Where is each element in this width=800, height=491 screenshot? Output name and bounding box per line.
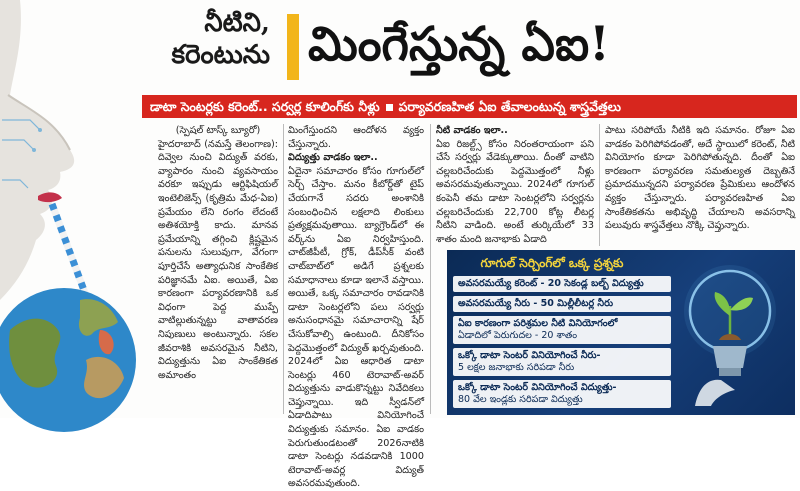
google-search-infobox <box>447 250 795 415</box>
headline-left <box>152 8 270 72</box>
infobox-title: గూగుల్ సెర్చింగ్‌లో ఒక్క ప్రశ్నకు <box>480 256 624 270</box>
face-earth-illustration <box>0 0 130 418</box>
article-column-3 <box>436 124 594 246</box>
headline-divider <box>287 14 299 80</box>
infobox-item <box>453 276 671 292</box>
column-2-body: మింగేస్తుందని ఆందోళన వ్యక్తం చేస్తున్నారు. <box>288 125 424 150</box>
headline-left-line2: కరెంటును <box>171 40 270 70</box>
strip-text-1: డాటా సెంటర్లకు కరెంట్.. సర్వర్ల కూలింగ్‌కు నీళ్లు <box>150 99 380 114</box>
column-1-body: హైదరాబాద్ (నమస్తే తెలంగాణ): దివ్వెల నుంచి విద్యుత్ వరకు, వ్యాపారం నుంచి వ్యవసాయం వరకూ ఇప్పుడు ఆర్టిఫిషియల్ ఇంటెలిజెన్స్ (కృత్రిమ మేధ-ఏఐ) ప్రమేయం లేని రంగం లేదంటే అతిశయోక్తి కాదు. మానవ ప్రమేయాన్ని తగ్గించి క్లిష్టమైన పనులను సులువుగా, వేగంగా పూర్తిచేసే అత్యాధునిక సాంకేతిక పరిజ్ఞానమే ఏఐ. అయితే, ఏఐ కారణంగా పర్యావరణానికి ఒక విధంగా పెద్ద ముప్పే వాటిల్లుతున్నట్టు వాతావరణ నిపుణులు అంటున్నారు. సకల జీవరాశికి అవసరమైన నీటిని, విద్యుత్తును ఏఐ సాంకేతికత అమాంతం <box>158 138 278 381</box>
column-divider <box>283 124 284 414</box>
infobox-item-sub: 5 లక్షల జనాభాకు సరిపడా నీరు <box>458 362 575 373</box>
infobox-item-main: ఏఐ కారణంగా పరిశ్రమల నీటి వినియోగంలో <box>458 318 618 329</box>
article-column-4 <box>605 124 795 233</box>
column-3-body: ఏఐ రిజల్ట్స్ కోసం నిరంతరాయంగా పని చేసే సర్వర్లు వేడెక్కుతాయి. దీంతో వాటిని చల్లబరిచేందుకు పెద్దమొత్తంలో నీళ్లు అవసరమవుతున్నాయి. 2024లో గూగుల్ కంపెనీ తమ డాటా సెంటర్లలోని సర్వర్లను చల్లబరిచేందుకు 22,700 కోట్ల లీటర్ల నీటిని వాడింది. అంటే తుర్కియేలో 33 శాతం మంది జనాభాకు ఏడాది <box>436 138 594 245</box>
lightbulb-plant-icon <box>675 256 785 406</box>
article-column-1 <box>158 124 278 382</box>
infobox-item-main: ఒక్కో డాటా సెంటర్ వినియోగించే విద్యుత్తు- <box>458 382 617 393</box>
column-4-body: పాటు సరిపోయే నీటికి ఇది సమానం. రోజూ ఏఐ వాడకం పెరిగిపోవడంతో, అదే స్థాయిలో కరెంట్, నీటి వినియోగం కూడా పెరిగిపోతున్నది. దీంతో ఏఐ కారణంగా పర్యావరణ సమతుల్యత దెబ్బతినే ప్రమాదమున్నదని పర్యావరణ ప్రేమికులు ఆందోళన వ్యక్తం చేస్తున్నారు. పర్యావరణహిత ఏఐ సాంకేతికతను అభివృద్ధి చేయాలని అవసరాన్ని పలువురు శాస్త్రవేత్తలు నొక్కి చెప్తున్నారు. <box>605 125 795 232</box>
infobox-item <box>453 296 671 312</box>
strip-text-2: పర్యావరణహిత ఏఐ తేవాలంటున్న శాస్త్రవేత్తలు <box>398 99 621 114</box>
column-divider <box>430 124 431 414</box>
infobox-item <box>453 316 671 344</box>
byline: (స్పెషల్ టాస్క్ బ్యూరో) <box>175 125 261 136</box>
strip-bullet <box>386 104 393 111</box>
infobox-item-main: అవసరమయ్యే నీరు - 50 మిల్లీలీటర్ల నీరు <box>458 298 613 309</box>
infobox-item-main: అవసరమయ్యే కరెంట్ - 20 సెకండ్ల బల్బ్ విద్యుత్తు <box>458 278 644 289</box>
column-divider <box>599 124 600 246</box>
infobox-list <box>453 276 671 412</box>
column-2-subhead: విద్యుత్తు వాడకం ఇలా.. <box>288 152 378 164</box>
article-column-2 <box>288 124 424 491</box>
infobox-item-sub: 80 వేల ఇండ్లకు సరిపడా విద్యుత్తు <box>458 394 583 405</box>
infobox-item-sub: ఏడాదిలో పెరుగుదల - 20 శాతం <box>458 330 578 341</box>
infobox-item <box>453 380 671 408</box>
infobox-item-main: ఒక్కో డాటా సెంటర్ వినియోగించే నీరు- <box>458 350 601 361</box>
headline-left-line1: నీటిని, <box>204 8 270 38</box>
infobox-item <box>453 348 671 376</box>
column-2-body2: ఏదైనా సమాచారం కోసం గూగుల్‌లో సెర్చ్ చేస్తాం. మనం కీబోర్డ్‌తో టైప్ చేయగానే సదరు అంశానికి సంబంధించిన లక్షలాది లింకులు ప్రత్యక్షమవుతాయి. బ్యాగ్రౌండ్‌లో ఈ వర్క్‌ను ఏఐ నిర్వహిస్తుంది. చాట్‌జీపీటీ, గ్రోక్, డీప్‌సీక్ వంటి చాట్‌బాట్‌లో అడిగే ప్రశ్నలకు సమాధానాలు కూడా ఇలానే వస్తాయి. అయితే, ఒక్క సమాచారం రావడానికి డాటా సెంటర్లలోని పలు సర్వర్లు అనుసంధానమై సమాచారాన్ని షేర్ చేసుకోవాల్సి ఉంటుంది. దీనికోసం పెద్దమొత్తంలో విద్యుత్ ఖర్చవుతుంది. 2024లో ఏఐ ఆధారిత డాటా సెంటర్లు 460 టెరావాట్-అవర్ విద్యుత్తును వాడుకొన్నట్టు నివేదికలు చెప్తున్నాయి. ఇది స్వీడన్‌లో ఏడాదిపాటు వినియోగించే విద్యుత్తుకు సమానం. ఏఐ వాడకం పెరుగుతుండటంతో 2026నాటికి డాటా సెంటర్లు నడవడానికి 1000 టెరావాట్-అవర్ల విద్యుత్ అవసరమవుతుంది. <box>288 165 424 490</box>
column-3-subhead: నీటి వాడకం ఇలా.. <box>436 125 508 136</box>
headline-main: మింగేస్తున్న ఏఐ! <box>308 17 610 72</box>
subheadline-strip <box>142 95 797 118</box>
